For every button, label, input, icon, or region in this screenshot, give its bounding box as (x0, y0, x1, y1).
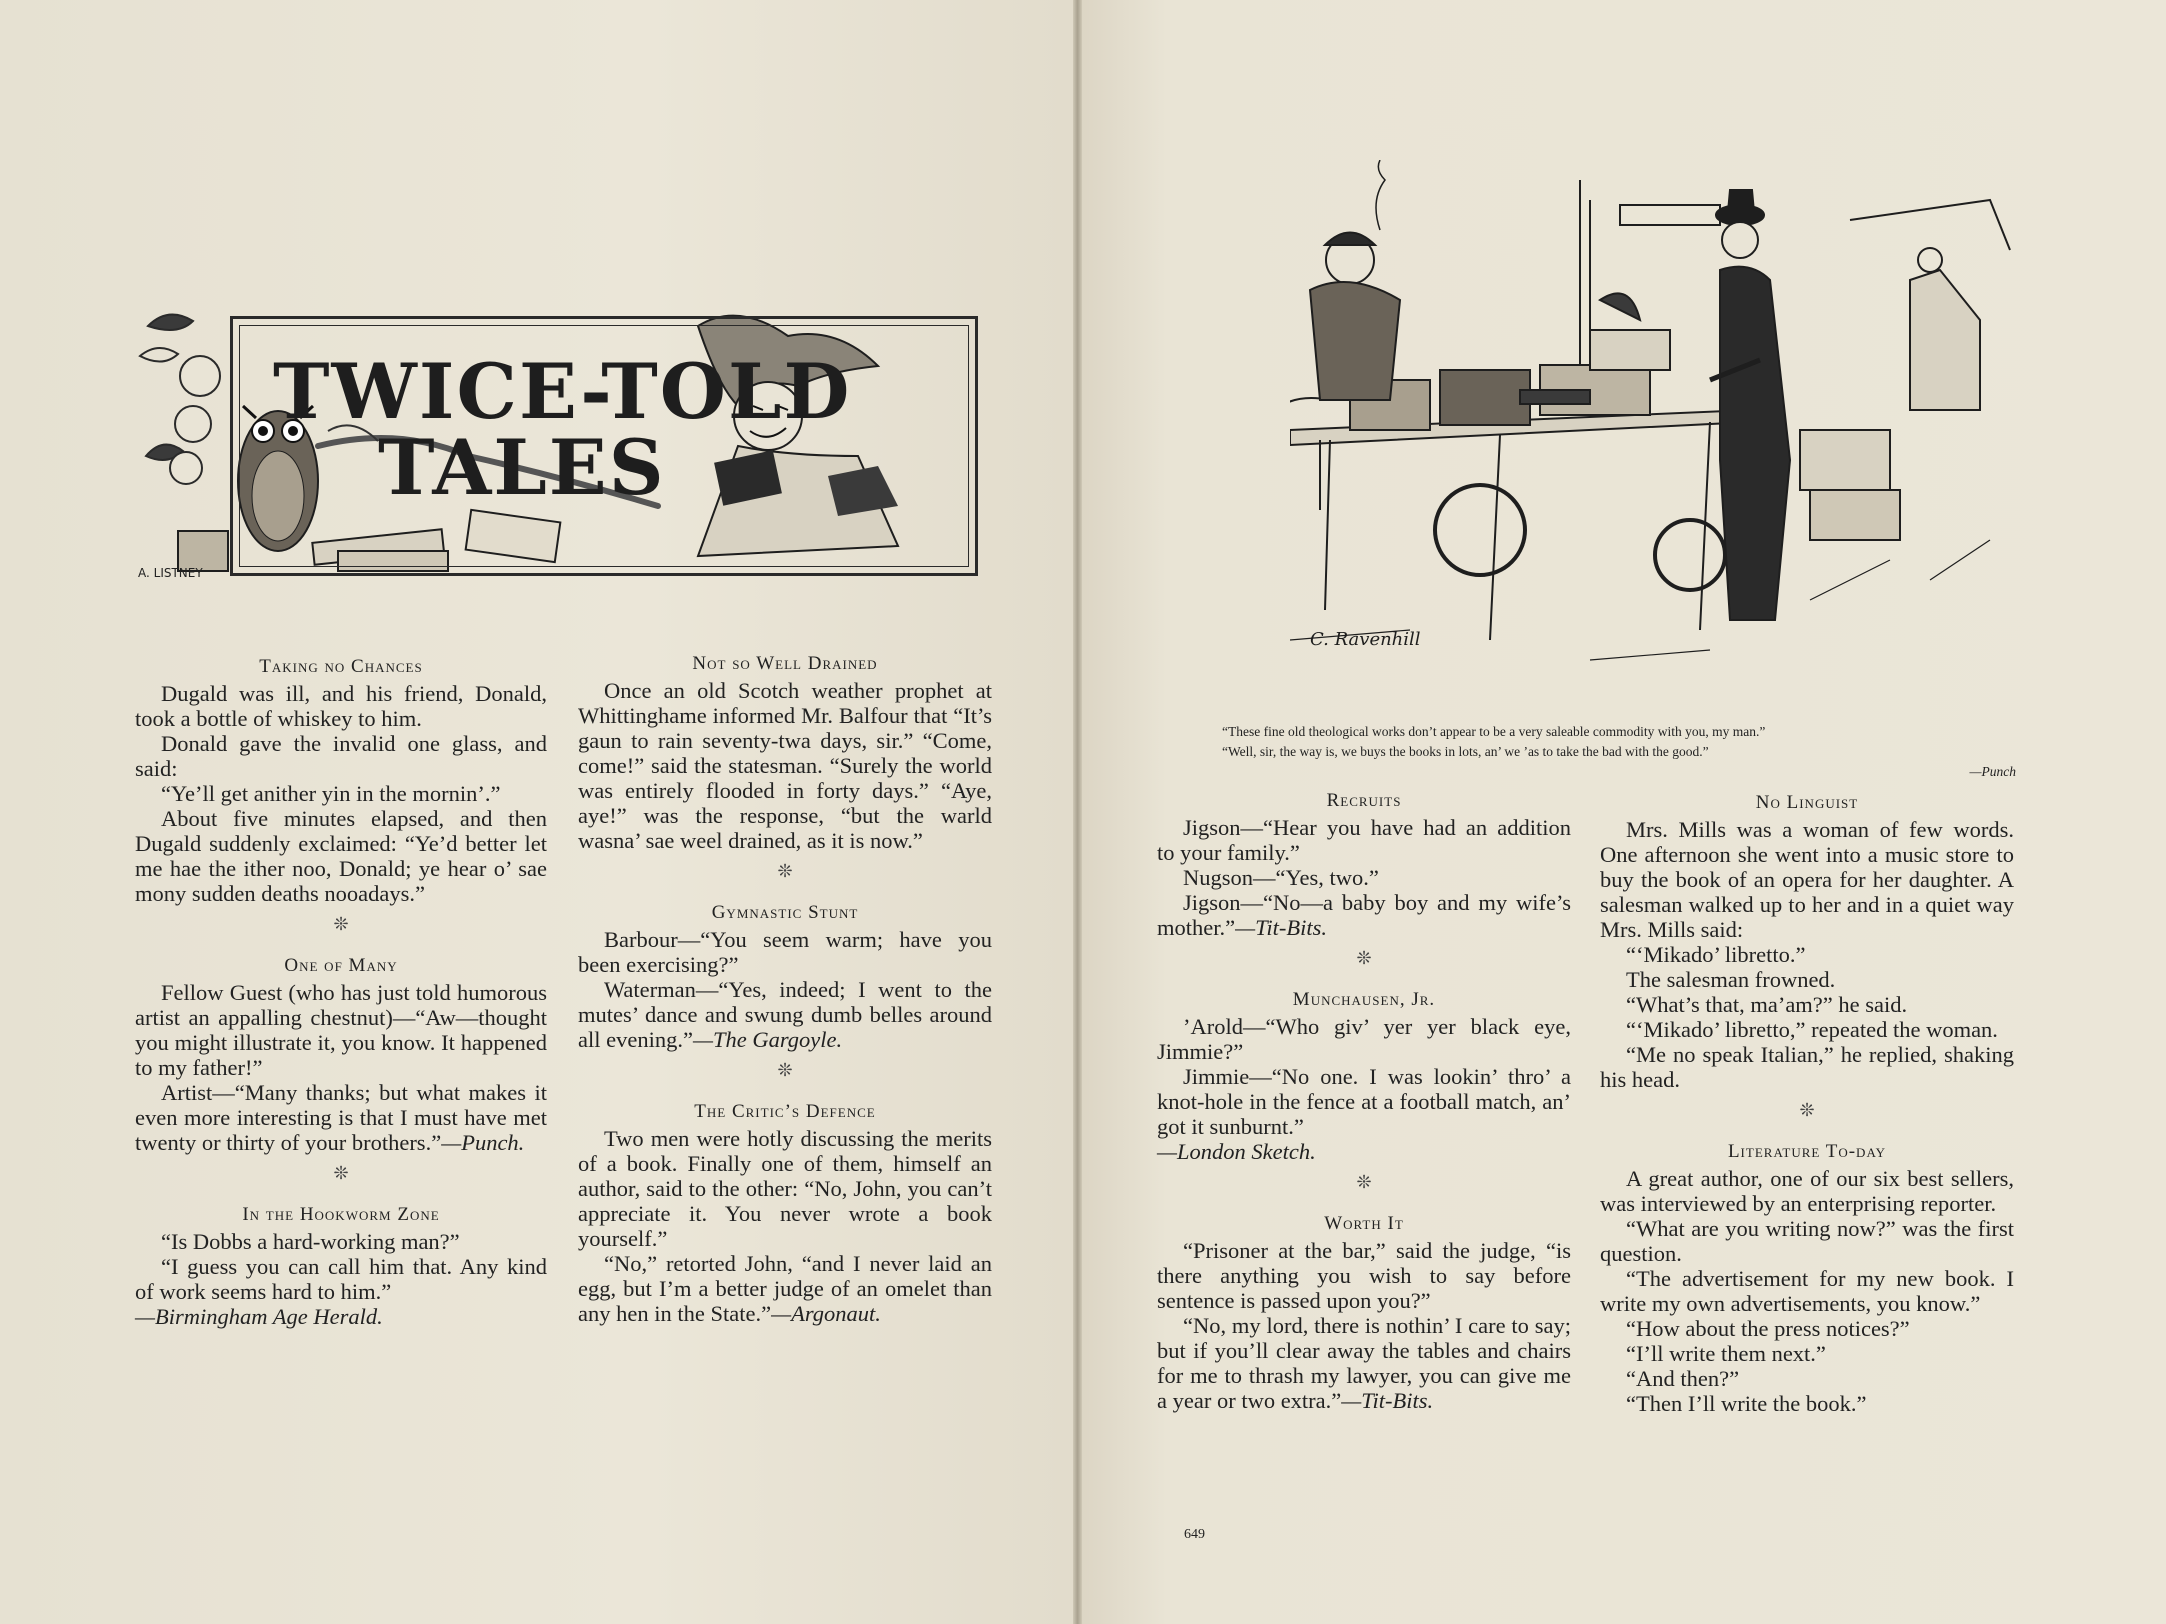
paragraph-text: Artist—“Many thanks; but what makes it even more interesting is that I must have met twenty or thirty of your brothers.” (135, 1080, 547, 1155)
paragraph-text: Taking no Chances (259, 656, 423, 677)
article-paragraph (135, 980, 547, 1080)
paragraph-text: Nugson—“Yes, two.” (1183, 865, 1379, 890)
article-paragraph (1600, 1017, 2014, 1042)
article-paragraph (1600, 817, 2014, 942)
paragraph-text: —Birmingham Age Herald. (135, 1304, 383, 1329)
article-source: —Tit-Bits. (1341, 1388, 1434, 1413)
article-paragraph (1600, 1316, 2014, 1341)
paragraph-text: “Ye’ll get anither yin in the mornin’.” (161, 781, 501, 806)
article-paragraph (1157, 890, 1571, 940)
paragraph-text: Jigson—“No—a baby boy and my wife’s mother.” (1157, 890, 1571, 940)
ornament-divider (135, 1161, 547, 1186)
article-paragraph (135, 731, 547, 781)
paragraph-text: In the Hookworm Zone (242, 1204, 440, 1225)
paragraph-text: Gymnastic Stunt (711, 902, 859, 923)
paragraph-text: ❊ (1356, 948, 1372, 968)
column-1 (135, 654, 547, 1329)
page-title (273, 347, 852, 512)
paragraph-text: ❊ (777, 1060, 793, 1080)
paragraph-text: Recruits (1326, 790, 1402, 811)
paragraph-text: “And then?” (1626, 1366, 1740, 1391)
paragraph-text: “Prisoner at the bar,” said the judge, “is there anything you wish to say before sentence is passed upon you?” (1157, 1238, 1571, 1313)
article-paragraph (1600, 1216, 2014, 1266)
article-paragraph (578, 1126, 992, 1251)
article-heading (578, 651, 992, 676)
paragraph-text: Mrs. Mills was a woman of few words. One afternoon she went into a music store to buy the book of an opera for her daughter. A salesman walked up to her and in a quiet way Mrs. Mills said: (1600, 817, 2014, 942)
paragraph-text: “Then I’ll write the book.” (1626, 1391, 1867, 1416)
paragraph-text: No Linguist (1755, 792, 1859, 813)
article-paragraph (578, 1251, 992, 1326)
article-heading (1600, 1139, 2014, 1164)
paragraph-text: “How about the press notices?” (1626, 1316, 1910, 1341)
paragraph-text: ❊ (333, 1163, 349, 1183)
article-paragraph (1157, 815, 1571, 865)
paragraph-text: Once an old Scotch weather prophet at Whittinghame informed Mr. Balfour that “It’s gaun to rain seventy-twa days, sir.” “Come, come!” said the statesman. “Surely the world was entirely flooded in forty days.” “Aye, aye!” was the response, “but the warld wasna’ sae weel drained, as it is now.” (578, 678, 992, 853)
article-source (1157, 1139, 1571, 1164)
caption-line-1: “These fine old theological works don’t appear to be a very saleable commodity with you, my man.” (1222, 724, 1766, 739)
paragraph-text: About five minutes elapsed, and then Dugald suddenly exclaimed: “Ye’d better let me hae the ither noo, Donald; ye hear o’ sae mony sudden deaths nooadays.” (135, 806, 547, 906)
page-number: 649 (1184, 1527, 1205, 1542)
article-paragraph (1157, 1064, 1571, 1139)
cartoon-caption (1222, 722, 2016, 782)
caption-source: —Punch (1969, 764, 2016, 779)
article-paragraph (135, 1080, 547, 1155)
paragraph-text: “‘Mikado’ libretto,” repeated the woman. (1626, 1017, 1998, 1042)
ornament-divider (135, 912, 547, 937)
cartoon-illustration (1290, 160, 2020, 700)
article-paragraph (1157, 1014, 1571, 1064)
paragraph-text: The salesman frowned. (1626, 967, 1836, 992)
article-paragraph (1600, 992, 2014, 1017)
paragraph-text: Munchausen, Jr. (1292, 989, 1436, 1010)
article-paragraph (1600, 1166, 2014, 1216)
paragraph-text: “I guess you can call him that. Any kind of work seems hard to him.” (135, 1254, 547, 1304)
article-paragraph (1157, 1238, 1571, 1313)
paragraph-text: Donald gave the invalid one glass, and said: (135, 731, 547, 781)
paragraph-text: Literature To-day (1727, 1141, 1887, 1162)
article-source: —Tit-Bits. (1235, 915, 1328, 940)
article-heading (578, 900, 992, 925)
column-4 (1600, 790, 2014, 1416)
bookstall-cartoon (1290, 160, 2020, 700)
article-paragraph (135, 1254, 547, 1304)
paragraph-text: “No, my lord, there is nothin’ I care to say; but if you’ll clear away the tables and chairs for me to thrash my lawyer, you can give me a year or two extra.” (1157, 1313, 1571, 1413)
paragraph-text: Dugald was ill, and his friend, Donald, took a bottle of whiskey to him. (135, 681, 547, 731)
article-paragraph (1600, 967, 2014, 992)
paragraph-text: One of Many (284, 955, 398, 976)
article-paragraph (1600, 1341, 2014, 1366)
column-2 (578, 651, 992, 1326)
paragraph-text: “I’ll write them next.” (1626, 1341, 1826, 1366)
paragraph-text: —London Sketch. (1157, 1139, 1316, 1164)
article-heading (135, 654, 547, 679)
paragraph-text: ❊ (333, 914, 349, 934)
ornament-divider (578, 1058, 992, 1083)
caption-line-2: “Well, sir, the way is, we buys the books in lots, an’ we ’as to take the bad with the good.” (1222, 744, 1709, 759)
article-heading (1157, 987, 1571, 1012)
article-paragraph (135, 806, 547, 906)
article-heading (1157, 788, 1571, 813)
article-paragraph (135, 681, 547, 731)
article-source: —The Gargoyle. (692, 1027, 843, 1052)
article-source (135, 1304, 547, 1329)
title-line-2: TALES (378, 423, 666, 512)
paragraph-text: “Is Dobbs a hard-working man?” (161, 1229, 460, 1254)
article-heading (135, 1202, 547, 1227)
paragraph-text: A great author, one of our six best sellers, was interviewed by an enterprising reporter. (1600, 1166, 2014, 1216)
article-heading (578, 1099, 992, 1124)
article-paragraph (1600, 1391, 2014, 1416)
article-paragraph (578, 927, 992, 977)
article-paragraph (1157, 865, 1571, 890)
ornament-divider (578, 859, 992, 884)
paragraph-text: Not so Well Drained (692, 653, 878, 674)
paragraph-text: Worth It (1324, 1213, 1404, 1234)
paragraph-text: “What’s that, ma’am?” he said. (1626, 992, 1908, 1017)
paragraph-text: The Critic’s Defence (694, 1101, 876, 1122)
title-line-1: TWICE-TOLD (273, 347, 852, 436)
paragraph-text: ❊ (1356, 1172, 1372, 1192)
paragraph-text: Waterman—“Yes, indeed; I went to the mutes’ dance and swung dumb belles around all evening.” (578, 977, 992, 1052)
paragraph-text: Barbour—“You seem warm; have you been exercising?” (578, 927, 992, 977)
paragraph-text: Jigson—“Hear you have had an addition to your family.” (1157, 815, 1571, 865)
paragraph-text: “‘Mikado’ libretto.” (1626, 942, 1806, 967)
article-paragraph (135, 1229, 547, 1254)
cartoon-signature: C. Ravenhill (1310, 629, 1421, 650)
paragraph-text: Jimmie—“No one. I was lookin’ thro’ a knot-hole in the fence at a football match, an’ got it sunburnt.” (1157, 1064, 1571, 1139)
article-paragraph (578, 977, 992, 1052)
paragraph-text: “No,” retorted John, “and I never laid an egg, but I’m a better judge of an omelet than any hen in the State.” (578, 1251, 992, 1326)
paragraph-text: ❊ (777, 861, 793, 881)
paragraph-text: Fellow Guest (who has just told humorous artist an appalling chestnut)—“Aw—thought you might illustrate it, you know. It happened to my father!” (135, 980, 547, 1080)
article-paragraph (1600, 1366, 2014, 1391)
article-paragraph (1157, 1313, 1571, 1413)
paragraph-text: “The advertisement for my new book. I write my own advertisements, you know.” (1600, 1266, 2014, 1316)
article-source: —Punch. (441, 1130, 525, 1155)
article-paragraph (578, 678, 992, 853)
article-heading (1157, 1211, 1571, 1236)
twice-told-tales-header (138, 306, 984, 582)
article-heading (1600, 790, 2014, 815)
article-paragraph (1600, 1042, 2014, 1092)
ornament-divider (1600, 1098, 2014, 1123)
paragraph-text: ❊ (1799, 1100, 1815, 1120)
artist-signature: A. LISTNEY (138, 566, 203, 580)
column-3 (1157, 788, 1571, 1413)
paragraph-text: “What are you writing now?” was the first question. (1600, 1216, 2014, 1266)
book-gutter (1073, 0, 1082, 1624)
ornament-divider (1157, 946, 1571, 971)
article-paragraph (1600, 942, 2014, 967)
paragraph-text: Two men were hotly discussing the merits of a book. Finally one of them, himself an author, said to the other: “No, John, you can’t appreciate it. You never wrote a book yourself.” (578, 1126, 992, 1251)
ornament-divider (1157, 1170, 1571, 1195)
paragraph-text: “Me no speak Italian,” he replied, shaking his head. (1600, 1042, 2014, 1092)
article-paragraph (1600, 1266, 2014, 1316)
article-paragraph (135, 781, 547, 806)
article-heading (135, 953, 547, 978)
paragraph-text: ’Arold—“Who giv’ yer yer black eye, Jimmie?” (1157, 1014, 1571, 1064)
article-source: —Argonaut. (771, 1301, 881, 1326)
